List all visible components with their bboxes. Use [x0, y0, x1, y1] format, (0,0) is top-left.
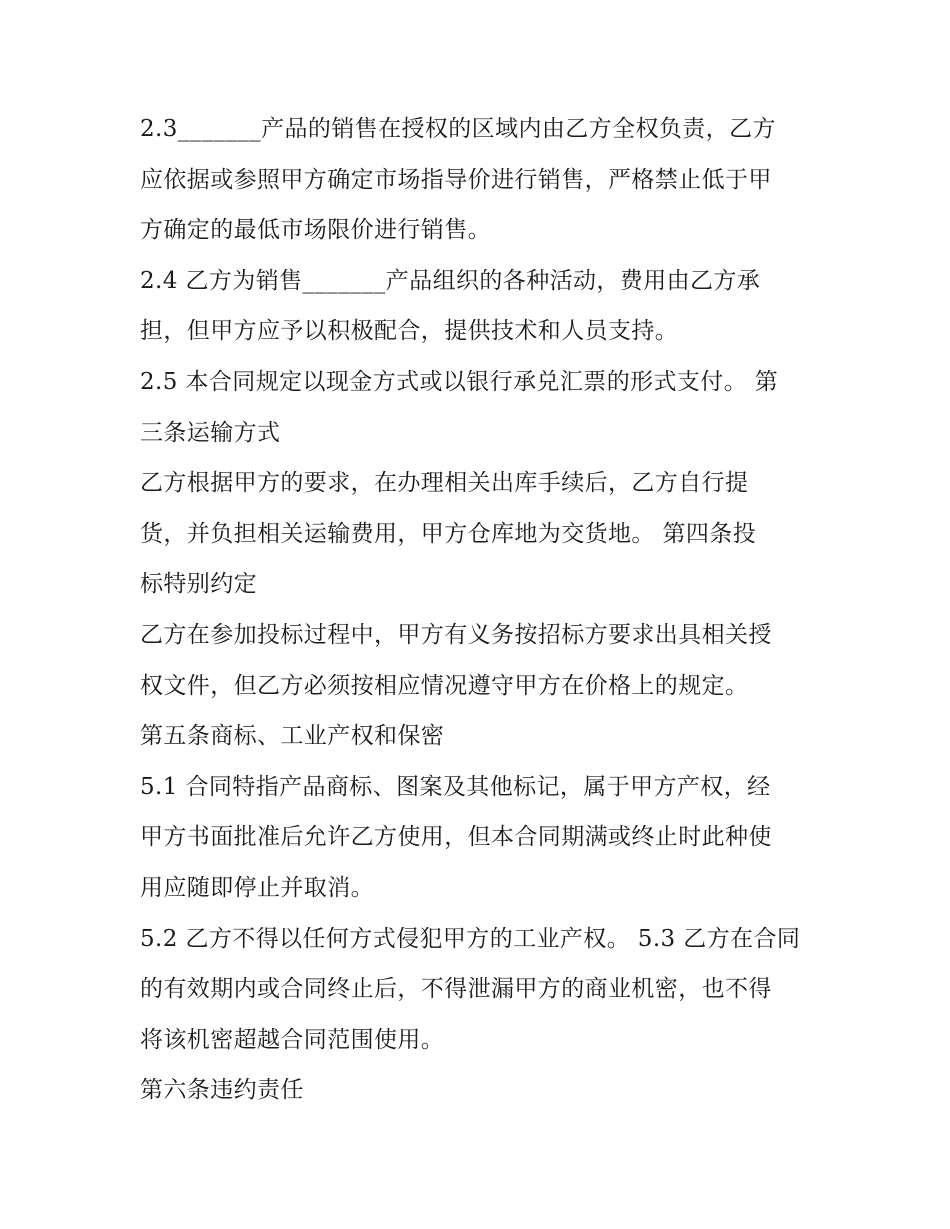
- text-line: 担，但甲方应予以积极配合，提供技术和人员支持。: [140, 318, 679, 345]
- text-line: 2.4 乙方为销售_______产品组织的各种活动，费用由乙方承: [140, 267, 761, 294]
- text-line: 应依据或参照甲方确定市场指导价进行销售，严格禁止低于甲: [140, 166, 772, 193]
- paragraph-2-3: [140, 104, 820, 256]
- paragraph-5-1: [140, 762, 820, 914]
- text-line: 2.3_______产品的销售在授权的区域内由乙方全权负责，乙方: [140, 116, 776, 142]
- paragraph-2-5: [140, 357, 820, 458]
- text-line: 第六条违约责任: [140, 1077, 304, 1104]
- text-line: 方确定的最低市场限价进行销售。: [140, 217, 491, 244]
- text-line: 甲方书面批准后允许乙方使用，但本合同期满或终止时此种使: [140, 824, 772, 851]
- paragraph-bidding: [140, 610, 820, 711]
- text-line: 用应随即停止并取消。: [140, 874, 374, 901]
- text-line: 权文件，但乙方必须按相应情况遵守甲方在价格上的规定。: [140, 672, 749, 699]
- text-line: 乙方在参加投标过程中，甲方有义务按招标方要求出具相关授: [140, 621, 772, 648]
- text-line: 将该机密超越合同范围使用。: [140, 1026, 445, 1053]
- text-line: 的有效期内或合同终止后，不得泄漏甲方的商业机密，也不得: [140, 976, 772, 1003]
- paragraph-2-4: [140, 256, 820, 357]
- text-line: 5.1 合同特指产品商标、图案及其他标记，属于甲方产权，经: [140, 773, 771, 800]
- text-line: 标特别约定: [140, 571, 257, 598]
- text-line: 货，并负担相关运输费用，甲方仓库地为交货地。 第四条投: [140, 520, 757, 547]
- text-line: 2.5 本合同规定以现金方式或以银行承兑汇票的形式支付。 第: [140, 368, 779, 395]
- heading-article-6: [140, 1065, 820, 1116]
- paragraph-transport: [140, 458, 820, 610]
- paragraph-5-2: [140, 914, 820, 1066]
- text-line: 三条运输方式: [140, 419, 281, 446]
- heading-article-5: [140, 711, 820, 762]
- text-line: 5.2 乙方不得以任何方式侵犯甲方的工业产权。 5.3 乙方在合同: [140, 925, 801, 952]
- text-line: 乙方根据甲方的要求，在办理相关出库手续后，乙方自行提: [140, 470, 749, 497]
- document-page: [140, 104, 820, 1116]
- text-line: 第五条商标、工业产权和保密: [140, 723, 445, 750]
